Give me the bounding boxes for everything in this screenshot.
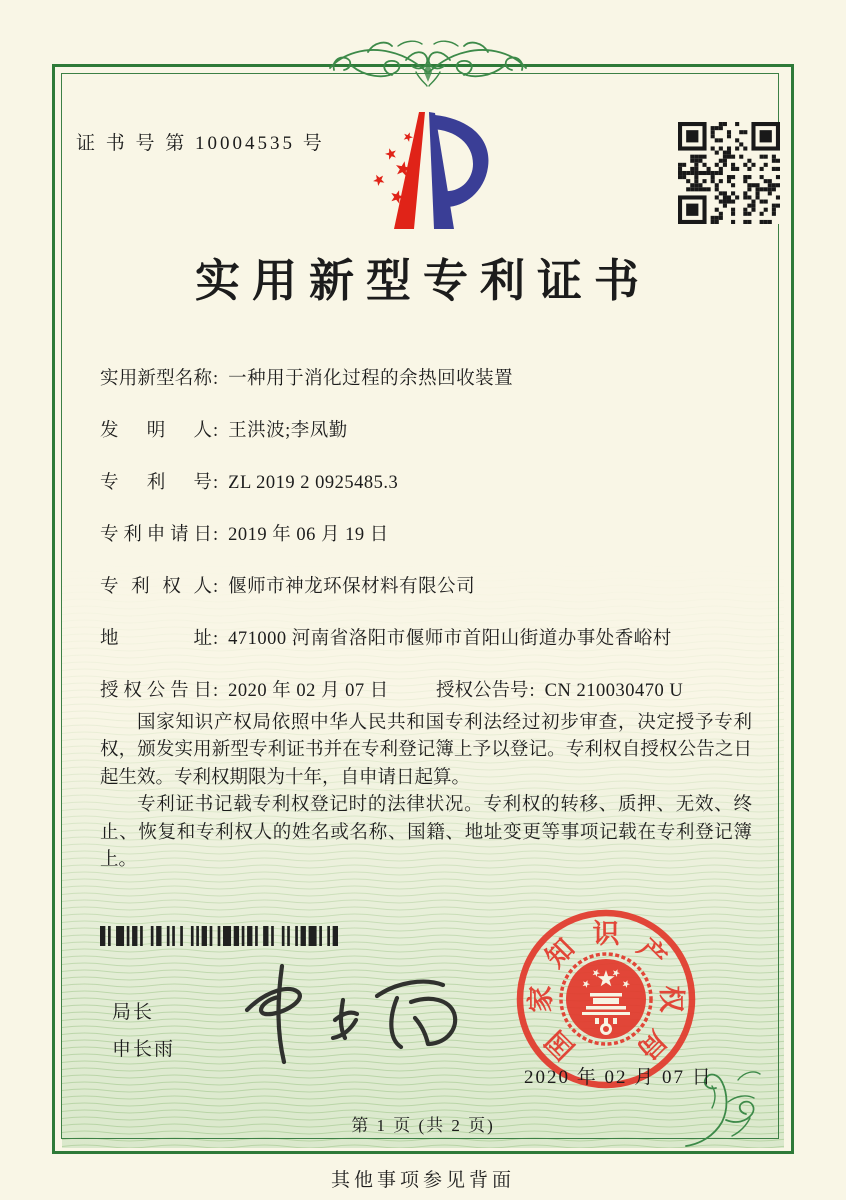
signer-name: 申长雨 bbox=[112, 1039, 176, 1061]
field-label: 授权公告号 bbox=[436, 681, 529, 701]
page-number: 第 1 页 (共 2 页) bbox=[351, 1116, 495, 1135]
svg-text:局: 局 bbox=[631, 1024, 673, 1066]
qr-code bbox=[678, 122, 780, 224]
field-label: 地址 bbox=[100, 629, 212, 649]
field-label: 专利权人 bbox=[100, 577, 212, 597]
field-label: 发明人 bbox=[100, 421, 212, 441]
field-value: CN 210030470 U bbox=[544, 681, 684, 701]
field-label: 授权公告日 bbox=[100, 681, 212, 701]
field-value: 471000 河南省洛阳市偃师市首阳山街道办事处香峪村 bbox=[228, 629, 672, 649]
field-value: 偃师市神龙环保材料有限公司 bbox=[228, 577, 476, 597]
signer-title: 局长 bbox=[112, 1002, 155, 1023]
national-emblem bbox=[561, 954, 651, 1044]
legal-paragraph-1: 国家知识产权局依照中华人民共和国专利法经过初步审查，决定授予专利权，颁发实用新型专利证书并在专利登记簿上予以登记。专利权自授权公告之日起生效。专利权期限为十年，自申请日起算。 bbox=[100, 713, 752, 788]
seal-date: 2020 年 02 月 07 日 bbox=[524, 1067, 713, 1088]
handwritten-signature bbox=[235, 962, 485, 1067]
field-label: 专利号 bbox=[100, 473, 212, 493]
field-value: 王洪波;李凤勤 bbox=[228, 421, 348, 441]
svg-text:国: 国 bbox=[539, 1024, 581, 1066]
field-row-address: 地址: 471000 河南省洛阳市偃师市首阳山街道办事处香峪村 bbox=[100, 624, 760, 676]
signer-block bbox=[112, 994, 175, 1068]
barcode bbox=[100, 926, 338, 946]
field-value: ZL 2019 2 0925485.3 bbox=[228, 473, 399, 493]
legal-paragraph-2: 专利证书记载专利权登记时的法律状况。专利权的转移、质押、无效、终止、恢复和专利权人的姓名或名称、国籍、地址变更等事项记载在专利登记簿上。 bbox=[100, 795, 752, 870]
svg-text:家: 家 bbox=[526, 985, 556, 1013]
cnipa-logo-icon bbox=[348, 108, 500, 234]
field-label: 专利申请日 bbox=[100, 525, 212, 545]
field-row-patent-number: 专利号: ZL 2019 2 0925485.3 bbox=[100, 468, 760, 520]
svg-text:识: 识 bbox=[592, 919, 620, 949]
field-row-patentee: 专利权人: 偃师市神龙环保材料有限公司 bbox=[100, 572, 760, 624]
field-label: 实用新型名称 bbox=[100, 369, 212, 389]
certificate-fields bbox=[100, 364, 760, 728]
field-row-utility-model-name: 实用新型名称: 一种用于消化过程的余热回收装置 bbox=[100, 364, 760, 416]
certificate-title: 实用新型专利证书 bbox=[194, 256, 651, 306]
field-grant-number: 授权公告号: CN 210030470 U bbox=[436, 681, 684, 701]
field-row-filing-date: 专利申请日: 2019 年 06 月 19 日 bbox=[100, 520, 760, 572]
svg-text:产: 产 bbox=[631, 932, 673, 974]
field-value: 2020 年 02 月 07 日 bbox=[228, 681, 389, 701]
field-row-inventor: 发明人: 王洪波;李凤勤 bbox=[100, 416, 760, 468]
field-value: 2019 年 06 月 19 日 bbox=[228, 525, 389, 545]
svg-text:权: 权 bbox=[656, 985, 686, 1013]
field-row-grant-date: 授权公告日: 2020 年 02 月 07 日 授权公告号: CN 210030470 U bbox=[100, 676, 760, 728]
field-value: 一种用于消化过程的余热回收装置 bbox=[228, 369, 514, 389]
svg-text:知: 知 bbox=[539, 932, 581, 974]
back-side-note: 其他事项参见背面 bbox=[330, 1170, 515, 1191]
legal-text bbox=[100, 710, 752, 874]
certificate-number: 证 书 号 第 10004535 号 bbox=[76, 133, 325, 154]
